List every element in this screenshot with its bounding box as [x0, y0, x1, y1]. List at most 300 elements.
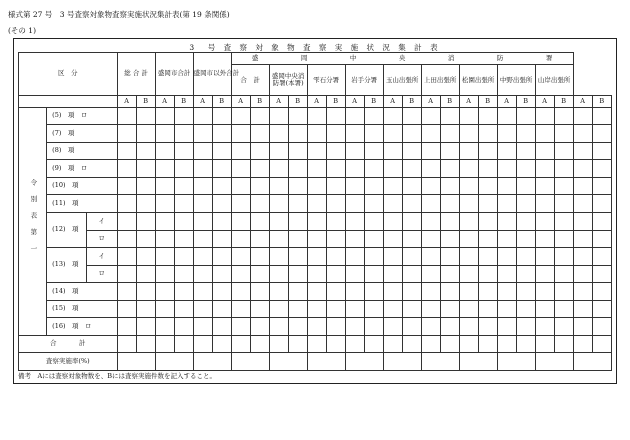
- entry-cell[interactable]: [326, 283, 345, 301]
- entry-cell[interactable]: [117, 335, 136, 353]
- entry-cell[interactable]: [136, 318, 155, 336]
- entry-cell[interactable]: [307, 195, 326, 213]
- entry-cell[interactable]: [592, 142, 611, 160]
- entry-cell[interactable]: [421, 318, 440, 336]
- entry-cell[interactable]: [535, 335, 554, 353]
- entry-cell[interactable]: [364, 125, 383, 143]
- rate-entry-cell[interactable]: [497, 353, 535, 371]
- entry-cell[interactable]: [212, 107, 231, 125]
- entry-cell[interactable]: [250, 107, 269, 125]
- entry-cell[interactable]: [402, 318, 421, 336]
- entry-cell[interactable]: [402, 107, 421, 125]
- entry-cell[interactable]: [250, 248, 269, 266]
- entry-cell[interactable]: [497, 195, 516, 213]
- rate-entry-cell[interactable]: [231, 353, 269, 371]
- entry-cell[interactable]: [554, 230, 573, 248]
- entry-cell[interactable]: [212, 177, 231, 195]
- entry-cell[interactable]: [288, 248, 307, 266]
- entry-cell[interactable]: [288, 142, 307, 160]
- entry-cell[interactable]: [231, 318, 250, 336]
- entry-cell[interactable]: [326, 107, 345, 125]
- entry-cell[interactable]: [440, 177, 459, 195]
- entry-cell[interactable]: [193, 142, 212, 160]
- entry-cell[interactable]: [573, 300, 592, 318]
- entry-cell[interactable]: [307, 335, 326, 353]
- entry-cell[interactable]: [250, 177, 269, 195]
- entry-cell[interactable]: [155, 195, 174, 213]
- entry-cell[interactable]: [117, 125, 136, 143]
- entry-cell[interactable]: [459, 265, 478, 283]
- entry-cell[interactable]: [459, 230, 478, 248]
- entry-cell[interactable]: [421, 300, 440, 318]
- entry-cell[interactable]: [383, 125, 402, 143]
- rate-entry-cell[interactable]: [269, 353, 307, 371]
- entry-cell[interactable]: [326, 318, 345, 336]
- entry-cell[interactable]: [136, 230, 155, 248]
- entry-cell[interactable]: [174, 300, 193, 318]
- entry-cell[interactable]: [136, 142, 155, 160]
- entry-cell[interactable]: [516, 107, 535, 125]
- entry-cell[interactable]: [345, 160, 364, 178]
- entry-cell[interactable]: [136, 125, 155, 143]
- entry-cell[interactable]: [269, 125, 288, 143]
- entry-cell[interactable]: [117, 195, 136, 213]
- entry-cell[interactable]: [592, 248, 611, 266]
- rate-entry-cell[interactable]: [345, 353, 383, 371]
- entry-cell[interactable]: [516, 142, 535, 160]
- entry-cell[interactable]: [326, 248, 345, 266]
- entry-cell[interactable]: [136, 248, 155, 266]
- entry-cell[interactable]: [383, 230, 402, 248]
- entry-cell[interactable]: [554, 142, 573, 160]
- rate-entry-cell[interactable]: [535, 353, 573, 371]
- entry-cell[interactable]: [364, 160, 383, 178]
- entry-cell[interactable]: [174, 177, 193, 195]
- entry-cell[interactable]: [326, 195, 345, 213]
- entry-cell[interactable]: [497, 300, 516, 318]
- entry-cell[interactable]: [231, 125, 250, 143]
- entry-cell[interactable]: [459, 318, 478, 336]
- entry-cell[interactable]: [288, 125, 307, 143]
- entry-cell[interactable]: [307, 142, 326, 160]
- entry-cell[interactable]: [592, 212, 611, 230]
- entry-cell[interactable]: [288, 107, 307, 125]
- entry-cell[interactable]: [478, 230, 497, 248]
- entry-cell[interactable]: [212, 283, 231, 301]
- entry-cell[interactable]: [174, 125, 193, 143]
- entry-cell[interactable]: [478, 248, 497, 266]
- entry-cell[interactable]: [478, 318, 497, 336]
- entry-cell[interactable]: [307, 177, 326, 195]
- entry-cell[interactable]: [421, 160, 440, 178]
- entry-cell[interactable]: [516, 160, 535, 178]
- entry-cell[interactable]: [421, 212, 440, 230]
- entry-cell[interactable]: [459, 177, 478, 195]
- entry-cell[interactable]: [402, 335, 421, 353]
- entry-cell[interactable]: [288, 265, 307, 283]
- entry-cell[interactable]: [345, 248, 364, 266]
- entry-cell[interactable]: [535, 195, 554, 213]
- entry-cell[interactable]: [592, 177, 611, 195]
- entry-cell[interactable]: [573, 125, 592, 143]
- entry-cell[interactable]: [459, 283, 478, 301]
- entry-cell[interactable]: [573, 177, 592, 195]
- entry-cell[interactable]: [478, 195, 497, 213]
- entry-cell[interactable]: [573, 283, 592, 301]
- entry-cell[interactable]: [155, 230, 174, 248]
- entry-cell[interactable]: [478, 335, 497, 353]
- entry-cell[interactable]: [326, 125, 345, 143]
- entry-cell[interactable]: [174, 212, 193, 230]
- entry-cell[interactable]: [402, 125, 421, 143]
- entry-cell[interactable]: [269, 318, 288, 336]
- rate-entry-cell[interactable]: [193, 353, 231, 371]
- entry-cell[interactable]: [174, 195, 193, 213]
- entry-cell[interactable]: [592, 318, 611, 336]
- entry-cell[interactable]: [269, 177, 288, 195]
- entry-cell[interactable]: [250, 142, 269, 160]
- entry-cell[interactable]: [345, 283, 364, 301]
- entry-cell[interactable]: [345, 142, 364, 160]
- entry-cell[interactable]: [516, 283, 535, 301]
- entry-cell[interactable]: [440, 142, 459, 160]
- entry-cell[interactable]: [364, 265, 383, 283]
- entry-cell[interactable]: [421, 265, 440, 283]
- entry-cell[interactable]: [459, 195, 478, 213]
- entry-cell[interactable]: [231, 265, 250, 283]
- entry-cell[interactable]: [231, 142, 250, 160]
- entry-cell[interactable]: [307, 248, 326, 266]
- entry-cell[interactable]: [440, 265, 459, 283]
- entry-cell[interactable]: [250, 195, 269, 213]
- entry-cell[interactable]: [288, 230, 307, 248]
- entry-cell[interactable]: [459, 125, 478, 143]
- entry-cell[interactable]: [440, 230, 459, 248]
- entry-cell[interactable]: [364, 212, 383, 230]
- entry-cell[interactable]: [459, 300, 478, 318]
- entry-cell[interactable]: [345, 125, 364, 143]
- entry-cell[interactable]: [212, 318, 231, 336]
- entry-cell[interactable]: [364, 335, 383, 353]
- entry-cell[interactable]: [516, 300, 535, 318]
- entry-cell[interactable]: [516, 335, 535, 353]
- entry-cell[interactable]: [554, 265, 573, 283]
- entry-cell[interactable]: [383, 283, 402, 301]
- entry-cell[interactable]: [250, 335, 269, 353]
- entry-cell[interactable]: [307, 300, 326, 318]
- entry-cell[interactable]: [212, 230, 231, 248]
- entry-cell[interactable]: [440, 283, 459, 301]
- entry-cell[interactable]: [402, 160, 421, 178]
- entry-cell[interactable]: [497, 177, 516, 195]
- entry-cell[interactable]: [174, 160, 193, 178]
- entry-cell[interactable]: [554, 283, 573, 301]
- entry-cell[interactable]: [383, 212, 402, 230]
- entry-cell[interactable]: [535, 283, 554, 301]
- entry-cell[interactable]: [288, 212, 307, 230]
- entry-cell[interactable]: [212, 142, 231, 160]
- entry-cell[interactable]: [250, 318, 269, 336]
- entry-cell[interactable]: [269, 248, 288, 266]
- entry-cell[interactable]: [212, 125, 231, 143]
- entry-cell[interactable]: [193, 212, 212, 230]
- entry-cell[interactable]: [193, 318, 212, 336]
- entry-cell[interactable]: [573, 195, 592, 213]
- entry-cell[interactable]: [383, 300, 402, 318]
- entry-cell[interactable]: [592, 265, 611, 283]
- entry-cell[interactable]: [288, 318, 307, 336]
- entry-cell[interactable]: [212, 212, 231, 230]
- entry-cell[interactable]: [383, 248, 402, 266]
- entry-cell[interactable]: [307, 107, 326, 125]
- entry-cell[interactable]: [573, 107, 592, 125]
- entry-cell[interactable]: [193, 195, 212, 213]
- entry-cell[interactable]: [155, 300, 174, 318]
- entry-cell[interactable]: [478, 107, 497, 125]
- entry-cell[interactable]: [592, 195, 611, 213]
- entry-cell[interactable]: [345, 230, 364, 248]
- entry-cell[interactable]: [554, 300, 573, 318]
- entry-cell[interactable]: [573, 248, 592, 266]
- entry-cell[interactable]: [592, 300, 611, 318]
- entry-cell[interactable]: [288, 283, 307, 301]
- entry-cell[interactable]: [554, 177, 573, 195]
- entry-cell[interactable]: [307, 318, 326, 336]
- entry-cell[interactable]: [269, 195, 288, 213]
- entry-cell[interactable]: [516, 125, 535, 143]
- entry-cell[interactable]: [459, 107, 478, 125]
- entry-cell[interactable]: [155, 107, 174, 125]
- entry-cell[interactable]: [155, 212, 174, 230]
- entry-cell[interactable]: [402, 283, 421, 301]
- entry-cell[interactable]: [250, 300, 269, 318]
- entry-cell[interactable]: [117, 248, 136, 266]
- entry-cell[interactable]: [497, 283, 516, 301]
- entry-cell[interactable]: [117, 160, 136, 178]
- entry-cell[interactable]: [573, 160, 592, 178]
- entry-cell[interactable]: [250, 230, 269, 248]
- entry-cell[interactable]: [440, 300, 459, 318]
- entry-cell[interactable]: [345, 265, 364, 283]
- entry-cell[interactable]: [516, 318, 535, 336]
- entry-cell[interactable]: [421, 248, 440, 266]
- entry-cell[interactable]: [421, 335, 440, 353]
- entry-cell[interactable]: [174, 107, 193, 125]
- entry-cell[interactable]: [193, 335, 212, 353]
- entry-cell[interactable]: [364, 300, 383, 318]
- entry-cell[interactable]: [307, 125, 326, 143]
- entry-cell[interactable]: [193, 125, 212, 143]
- entry-cell[interactable]: [326, 160, 345, 178]
- entry-cell[interactable]: [269, 142, 288, 160]
- entry-cell[interactable]: [174, 142, 193, 160]
- entry-cell[interactable]: [440, 160, 459, 178]
- entry-cell[interactable]: [212, 300, 231, 318]
- entry-cell[interactable]: [231, 283, 250, 301]
- entry-cell[interactable]: [516, 177, 535, 195]
- entry-cell[interactable]: [136, 300, 155, 318]
- entry-cell[interactable]: [155, 248, 174, 266]
- entry-cell[interactable]: [193, 283, 212, 301]
- entry-cell[interactable]: [326, 300, 345, 318]
- entry-cell[interactable]: [136, 107, 155, 125]
- entry-cell[interactable]: [554, 248, 573, 266]
- entry-cell[interactable]: [440, 212, 459, 230]
- entry-cell[interactable]: [383, 160, 402, 178]
- entry-cell[interactable]: [326, 177, 345, 195]
- entry-cell[interactable]: [497, 335, 516, 353]
- entry-cell[interactable]: [459, 160, 478, 178]
- entry-cell[interactable]: [193, 107, 212, 125]
- entry-cell[interactable]: [535, 265, 554, 283]
- entry-cell[interactable]: [174, 318, 193, 336]
- entry-cell[interactable]: [364, 177, 383, 195]
- entry-cell[interactable]: [364, 195, 383, 213]
- entry-cell[interactable]: [497, 107, 516, 125]
- entry-cell[interactable]: [231, 335, 250, 353]
- entry-cell[interactable]: [497, 125, 516, 143]
- entry-cell[interactable]: [573, 335, 592, 353]
- entry-cell[interactable]: [554, 335, 573, 353]
- entry-cell[interactable]: [421, 107, 440, 125]
- entry-cell[interactable]: [383, 335, 402, 353]
- rate-entry-cell[interactable]: [117, 353, 155, 371]
- entry-cell[interactable]: [516, 212, 535, 230]
- entry-cell[interactable]: [440, 107, 459, 125]
- rate-entry-cell[interactable]: [307, 353, 345, 371]
- entry-cell[interactable]: [269, 300, 288, 318]
- entry-cell[interactable]: [440, 335, 459, 353]
- entry-cell[interactable]: [383, 142, 402, 160]
- entry-cell[interactable]: [478, 212, 497, 230]
- entry-cell[interactable]: [383, 177, 402, 195]
- entry-cell[interactable]: [288, 300, 307, 318]
- entry-cell[interactable]: [326, 212, 345, 230]
- entry-cell[interactable]: [364, 142, 383, 160]
- entry-cell[interactable]: [402, 248, 421, 266]
- entry-cell[interactable]: [231, 212, 250, 230]
- entry-cell[interactable]: [459, 212, 478, 230]
- entry-cell[interactable]: [269, 283, 288, 301]
- entry-cell[interactable]: [535, 177, 554, 195]
- entry-cell[interactable]: [307, 160, 326, 178]
- entry-cell[interactable]: [573, 318, 592, 336]
- entry-cell[interactable]: [592, 335, 611, 353]
- entry-cell[interactable]: [155, 160, 174, 178]
- entry-cell[interactable]: [193, 265, 212, 283]
- entry-cell[interactable]: [307, 283, 326, 301]
- entry-cell[interactable]: [402, 300, 421, 318]
- rate-entry-cell[interactable]: [573, 353, 611, 371]
- entry-cell[interactable]: [516, 248, 535, 266]
- entry-cell[interactable]: [117, 300, 136, 318]
- entry-cell[interactable]: [250, 160, 269, 178]
- entry-cell[interactable]: [250, 212, 269, 230]
- entry-cell[interactable]: [155, 283, 174, 301]
- entry-cell[interactable]: [231, 230, 250, 248]
- entry-cell[interactable]: [440, 125, 459, 143]
- entry-cell[interactable]: [402, 230, 421, 248]
- entry-cell[interactable]: [345, 195, 364, 213]
- entry-cell[interactable]: [440, 318, 459, 336]
- entry-cell[interactable]: [174, 230, 193, 248]
- entry-cell[interactable]: [535, 230, 554, 248]
- entry-cell[interactable]: [402, 142, 421, 160]
- entry-cell[interactable]: [402, 212, 421, 230]
- entry-cell[interactable]: [421, 195, 440, 213]
- entry-cell[interactable]: [402, 195, 421, 213]
- entry-cell[interactable]: [117, 177, 136, 195]
- entry-cell[interactable]: [326, 142, 345, 160]
- entry-cell[interactable]: [117, 265, 136, 283]
- entry-cell[interactable]: [269, 230, 288, 248]
- entry-cell[interactable]: [136, 335, 155, 353]
- entry-cell[interactable]: [326, 265, 345, 283]
- entry-cell[interactable]: [288, 160, 307, 178]
- entry-cell[interactable]: [402, 265, 421, 283]
- entry-cell[interactable]: [497, 142, 516, 160]
- entry-cell[interactable]: [269, 160, 288, 178]
- entry-cell[interactable]: [193, 230, 212, 248]
- entry-cell[interactable]: [516, 265, 535, 283]
- entry-cell[interactable]: [231, 177, 250, 195]
- entry-cell[interactable]: [554, 212, 573, 230]
- entry-cell[interactable]: [155, 265, 174, 283]
- entry-cell[interactable]: [345, 212, 364, 230]
- rate-entry-cell[interactable]: [421, 353, 459, 371]
- entry-cell[interactable]: [535, 160, 554, 178]
- entry-cell[interactable]: [440, 195, 459, 213]
- entry-cell[interactable]: [155, 125, 174, 143]
- entry-cell[interactable]: [402, 177, 421, 195]
- entry-cell[interactable]: [136, 265, 155, 283]
- entry-cell[interactable]: [421, 142, 440, 160]
- entry-cell[interactable]: [497, 248, 516, 266]
- entry-cell[interactable]: [535, 107, 554, 125]
- entry-cell[interactable]: [326, 230, 345, 248]
- entry-cell[interactable]: [364, 283, 383, 301]
- entry-cell[interactable]: [117, 107, 136, 125]
- entry-cell[interactable]: [364, 318, 383, 336]
- entry-cell[interactable]: [573, 265, 592, 283]
- entry-cell[interactable]: [212, 248, 231, 266]
- entry-cell[interactable]: [383, 107, 402, 125]
- entry-cell[interactable]: [497, 318, 516, 336]
- entry-cell[interactable]: [250, 265, 269, 283]
- entry-cell[interactable]: [592, 283, 611, 301]
- entry-cell[interactable]: [535, 125, 554, 143]
- entry-cell[interactable]: [174, 335, 193, 353]
- entry-cell[interactable]: [459, 335, 478, 353]
- entry-cell[interactable]: [478, 160, 497, 178]
- entry-cell[interactable]: [592, 107, 611, 125]
- entry-cell[interactable]: [554, 107, 573, 125]
- entry-cell[interactable]: [478, 142, 497, 160]
- entry-cell[interactable]: [326, 335, 345, 353]
- entry-cell[interactable]: [364, 248, 383, 266]
- rate-entry-cell[interactable]: [459, 353, 497, 371]
- entry-cell[interactable]: [155, 335, 174, 353]
- entry-cell[interactable]: [307, 212, 326, 230]
- entry-cell[interactable]: [364, 107, 383, 125]
- entry-cell[interactable]: [497, 212, 516, 230]
- entry-cell[interactable]: [459, 142, 478, 160]
- rate-entry-cell[interactable]: [155, 353, 193, 371]
- entry-cell[interactable]: [212, 195, 231, 213]
- rate-entry-cell[interactable]: [383, 353, 421, 371]
- entry-cell[interactable]: [573, 230, 592, 248]
- entry-cell[interactable]: [155, 318, 174, 336]
